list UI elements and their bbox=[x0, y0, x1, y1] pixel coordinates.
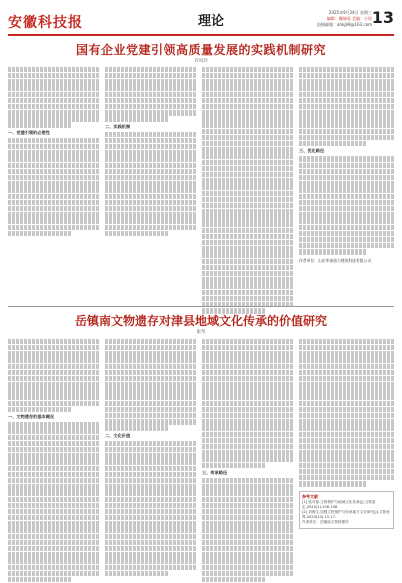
article1-subhead-2: 二、实践机制 bbox=[105, 123, 131, 129]
article-divider bbox=[8, 306, 394, 307]
article2-col-1 bbox=[8, 338, 100, 583]
article2-text-block bbox=[202, 478, 294, 582]
article2-text-block bbox=[105, 441, 197, 576]
references-box bbox=[299, 491, 394, 529]
article1-col-4 bbox=[299, 66, 394, 264]
article1-text-block bbox=[202, 67, 294, 314]
section-title: 理论 bbox=[198, 14, 225, 29]
article2-text-block bbox=[8, 422, 100, 582]
article2-text-block bbox=[8, 339, 100, 412]
article2-subhead-1: 一、文物遗存的基本概况 bbox=[8, 414, 55, 420]
article1-subhead-1: 一、党建引领的必要性 bbox=[8, 129, 50, 135]
email-line: 投稿邮箱：ahkjb9@163.com bbox=[317, 22, 372, 27]
article1-text-block bbox=[8, 67, 100, 128]
article1-col-3 bbox=[202, 66, 294, 314]
editor-line: 编辑：魏瑞英 美编：小琼 bbox=[326, 16, 372, 21]
page-header bbox=[8, 8, 394, 36]
article1-text-block bbox=[105, 67, 197, 122]
article1-col-1 bbox=[8, 66, 100, 237]
article1-text-block bbox=[8, 138, 100, 236]
article1-title: 国有企业党建引领高质量发展的实践机制研究 bbox=[75, 43, 326, 57]
article1-col-2 bbox=[105, 66, 197, 237]
article2-body bbox=[8, 338, 394, 570]
references-title: 参考文献 bbox=[302, 493, 318, 499]
article2-col-4 bbox=[299, 338, 394, 529]
article1-body bbox=[8, 66, 394, 302]
article2-subhead-2: 二、文化价值 bbox=[105, 432, 131, 438]
article2-author: 张琴 bbox=[196, 330, 206, 335]
article2-title: 岳镇南文物遗存对津县地域文化传承的价值研究 bbox=[74, 314, 327, 328]
article1-affiliation: 作者单位：山东华泰通力建筑科技有限公司 bbox=[299, 257, 372, 263]
article2-text-block bbox=[202, 339, 294, 468]
article2-text-block bbox=[299, 339, 394, 487]
issue-meta bbox=[317, 10, 372, 28]
article2-text-block bbox=[105, 339, 197, 431]
reference-item: [1] 张可蓉.文物保护与地域文化传承[J].文物鉴定,2020(1):106-108. bbox=[302, 499, 376, 509]
reference-item: [2] 刘海生.加强文物保护与传承地方文化研究[J].文物世界,2024(10):15-17. bbox=[302, 509, 390, 520]
article1-text-block bbox=[299, 67, 394, 147]
article2-col-3 bbox=[202, 338, 294, 583]
article2-subhead-3: 三、传承路径 bbox=[202, 469, 228, 475]
article2-affiliation: 作者单位：岳镇南文物管理所 bbox=[302, 520, 349, 525]
article2-col-2 bbox=[105, 338, 197, 577]
article1-subhead-3: 三、优化路径 bbox=[299, 148, 325, 154]
newspaper-masthead: 安徽科技报 bbox=[8, 15, 83, 31]
date-line: 2025年9月24日 星期三 bbox=[328, 10, 372, 15]
page-number: 13 bbox=[371, 8, 394, 27]
article1-text-block bbox=[105, 132, 197, 236]
article1-text-block bbox=[299, 156, 394, 254]
article1-author: 许凤玲 bbox=[194, 59, 208, 64]
